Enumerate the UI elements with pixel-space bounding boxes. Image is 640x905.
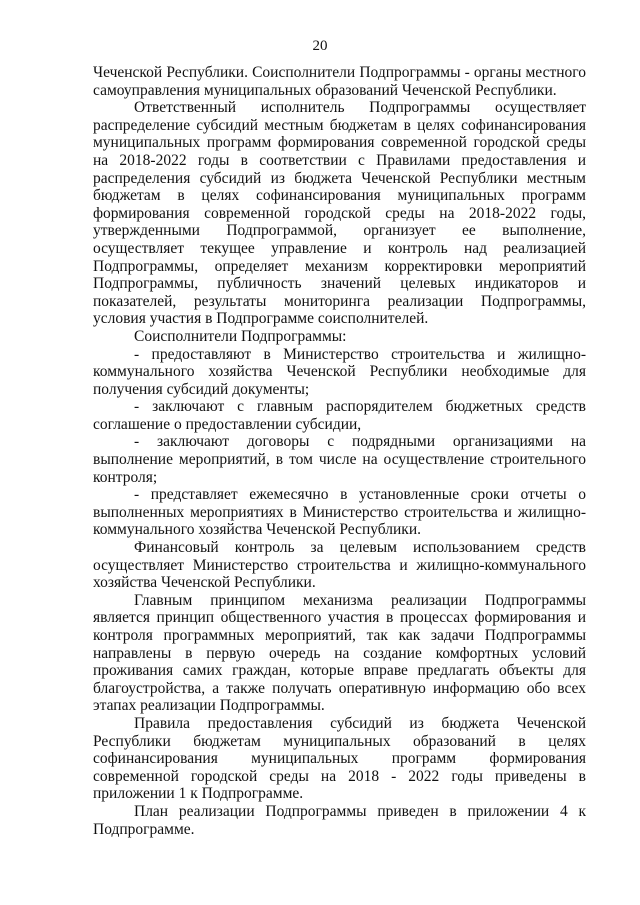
paragraph: Чеченской Республики. Соисполнители Подпрограммы - органы местного самоуправления муниципальных образований Чеченской Республики.: [93, 64, 586, 99]
paragraph: - представляет ежемесячно в установленные сроки отчеты о выполненных мероприятиях в Министерство строительства и жилищно-коммунального хозяйства Чеченской Республики.: [93, 486, 586, 539]
paragraph: Правила предоставления субсидий из бюджета Чеченской Республики бюджетам муниципальных образований в целях софинансирования муниципальных программ формирования современной городской среды на 2018 - 2022 годы приведены в приложении 1 к Подпрограмме.: [93, 714, 586, 803]
paragraph: - предоставляют в Министерство строительства и жилищно-коммунального хозяйства Чеченской Республики необходимые для получения субсидий документы;: [93, 345, 586, 398]
body-text: [93, 64, 586, 838]
page-number: 20: [312, 38, 328, 54]
paragraph: План реализации Подпрограммы приведен в приложении 4 к Подпрограмме.: [93, 802, 586, 838]
paragraph: Главным принципом механизма реализации Подпрограммы является принцип общественного участия в процессах формирования и контроля программных мероприятий, так как задачи Подпрограммы направлены в первую очередь на создание комфортных условий проживания самих граждан, которые вправе предлагать объекты для благоустройства, а также получать оперативную информацию обо всех этапах реализации Подпрограммы.: [93, 591, 586, 715]
paragraph: Ответственный исполнитель Подпрограммы осуществляет распределение субсидий местным бюджетам в целях софинансирования муниципальных программ формирования современной городской среды на 2018-2022 годы в соответствии с Правилами предоставления и распределения субсидий из бюджета Чеченской Республики местным бюджетам в целях софинансирования муниципальных программ формирования современной городской среды на 2018-2022 годы, утвержденными Подпрограммой, организует ее выполнение, осуществляет текущее управление и контроль над реализацией Подпрограммы, определяет механизм корректировки мероприятий Подпрограммы, публичность значений целевых индикаторов и показателей, результаты мониторинга реализации Подпрограммы, условия участия в Подпрограмме соисполнителей.: [93, 99, 586, 328]
paragraph: Соисполнители Подпрограммы:: [134, 327, 347, 345]
paragraph: Финансовый контроль за целевым использованием средств осуществляет Министерство строительства и жилищно-коммунального хозяйства Чеченской Республики.: [93, 539, 586, 592]
paragraph: - заключают с главным распорядителем бюджетных средств соглашение о предоставлении субсидии,: [93, 398, 586, 433]
paragraph: - заключают договоры с подрядными организациями на выполнение мероприятий, в том числе на осуществление строительного контроля;: [93, 433, 586, 486]
